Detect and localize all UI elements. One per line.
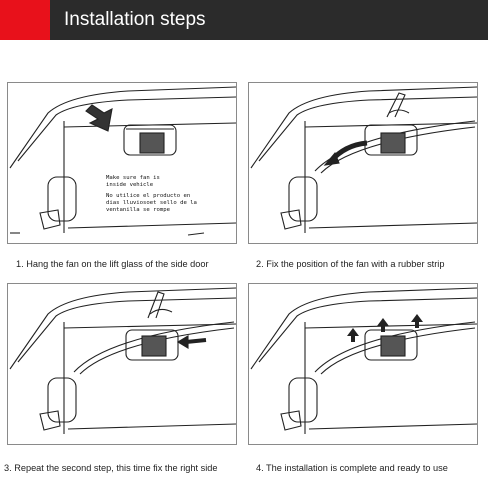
down-arrow-icon [86, 105, 112, 131]
curved-arrow-icon [325, 143, 367, 165]
page-title: Installation steps [64, 9, 206, 30]
red-accent-block [0, 0, 50, 40]
car-door-outline [251, 87, 477, 233]
step-1-illustration [7, 82, 237, 244]
strip-hand-icon [387, 93, 409, 117]
step-4-illustration [248, 283, 478, 445]
step-2-illustration [248, 82, 478, 244]
left-arrow-icon [178, 336, 206, 348]
note-es-line3: ventanilla se rompe [106, 207, 170, 213]
header-bar [0, 0, 488, 40]
step-1-caption: 1. Hang the fan on the lift glass of the side door [16, 259, 209, 269]
note-es-line1: No utilice el producto en [106, 193, 191, 199]
window-fan [126, 330, 178, 360]
step-3-illustration [7, 283, 237, 445]
step-3-caption: 3. Repeat the second step, this time fix the right side [4, 463, 218, 473]
note-en-line1: Make sure fan is [106, 175, 160, 181]
window-fan [365, 330, 417, 360]
note-es-line2: dias lluviosoet sello de la [106, 200, 197, 206]
step-2-caption: 2. Fix the position of the fan with a rubber strip [256, 259, 445, 269]
strip-hand-icon [148, 292, 172, 318]
car-door-outline [10, 288, 236, 434]
step-4-caption: 4. The installation is complete and ready to use [256, 463, 448, 473]
car-door-outline [251, 288, 477, 434]
window-fan [124, 125, 176, 155]
note-en-line2: inside vehicle [106, 182, 154, 188]
